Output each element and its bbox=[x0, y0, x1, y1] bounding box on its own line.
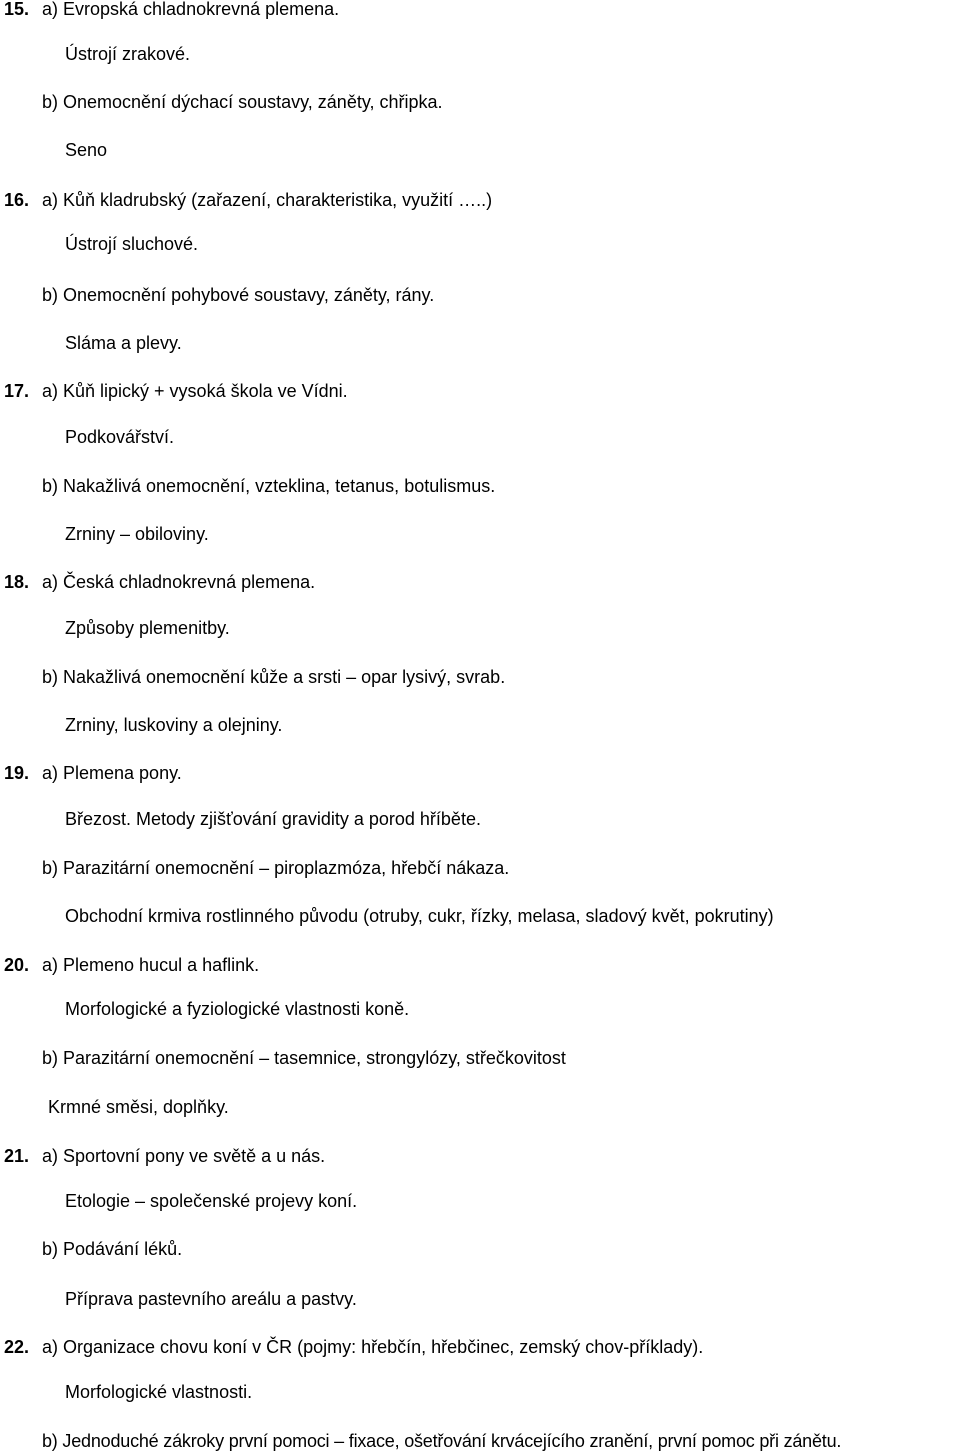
question-a-sub: Ústrojí sluchové. bbox=[65, 234, 199, 254]
question-a-label: a) Organizace chovu koní v ČR (pojmy: hřebčín, hřebčinec, zemský chov-příklady). bbox=[42, 1337, 704, 1357]
question-b-sub: Zrniny – obiloviny. bbox=[65, 524, 209, 544]
question-a-label: a) Kůň lipický + vysoká škola ve Vídni. bbox=[42, 381, 348, 401]
question-b-label: b) Podávání léků. bbox=[42, 1239, 183, 1259]
question-b-sub: Krmné směsi, doplňky. bbox=[48, 1097, 229, 1117]
question-a-sub: Etologie – společenské projevy koní. bbox=[65, 1191, 358, 1211]
question-b-sub: Sláma a plevy. bbox=[65, 333, 182, 353]
question-a-label: a) Plemeno hucul a haflink. bbox=[42, 955, 260, 975]
question-b-label: b) Jednoduché zákroky první pomoci – fixace, ošetřování krvácejícího zranění, první pomoc při zánětu. bbox=[42, 1431, 842, 1451]
question-number: 17. bbox=[4, 381, 30, 401]
question-b-sub: Zrniny, luskoviny a olejniny. bbox=[65, 715, 283, 735]
question-a-label: a) Evropská chladnokrevná plemena. bbox=[42, 0, 340, 19]
question-number: 16. bbox=[4, 190, 30, 210]
question-number: 15. bbox=[4, 0, 30, 19]
question-a-sub: Morfologické a fyziologické vlastnosti koně. bbox=[65, 999, 410, 1019]
question-a-sub: Podkovářství. bbox=[65, 427, 175, 447]
question-b-label: b) Onemocnění pohybové soustavy, záněty, rány. bbox=[42, 285, 435, 305]
question-number: 18. bbox=[4, 572, 30, 592]
question-b-sub: Seno bbox=[65, 140, 108, 160]
question-number: 22. bbox=[4, 1337, 30, 1357]
question-number: 20. bbox=[4, 955, 30, 975]
question-a-sub: Březost. Metody zjišťování gravidity a porod hříběte. bbox=[65, 809, 481, 829]
question-number: 19. bbox=[4, 763, 30, 783]
question-a-sub: Morfologické vlastnosti. bbox=[65, 1382, 253, 1402]
question-b-label: b) Nakažlivá onemocnění kůže a srsti – opar lysivý, svrab. bbox=[42, 667, 506, 687]
question-b-label: b) Onemocnění dýchací soustavy, záněty, chřipka. bbox=[42, 92, 443, 112]
question-b-label: b) Nakažlivá onemocnění, vzteklina, tetanus, botulismus. bbox=[42, 476, 496, 496]
question-b-label: b) Parazitární onemocnění – tasemnice, strongylózy, střečkovitost bbox=[42, 1048, 566, 1068]
question-a-sub: Ústrojí zrakové. bbox=[65, 44, 191, 64]
question-b-sub: Obchodní krmiva rostlinného původu (otruby, cukr, řízky, melasa, sladový květ, pokrutiny) bbox=[65, 906, 774, 926]
question-b-label: b) Parazitární onemocnění – piroplazmóza, hřebčí nákaza. bbox=[42, 858, 510, 878]
question-a-label: a) Plemena pony. bbox=[42, 763, 182, 783]
question-a-sub: Způsoby plemenitby. bbox=[65, 618, 230, 638]
question-a-label: a) Kůň kladrubský (zařazení, charakteristika, využití …..) bbox=[42, 190, 493, 210]
question-number: 21. bbox=[4, 1146, 30, 1166]
question-a-label: a) Česká chladnokrevná plemena. bbox=[42, 572, 316, 592]
question-a-label: a) Sportovní pony ve světě a u nás. bbox=[42, 1146, 326, 1166]
question-b-sub: Příprava pastevního areálu a pastvy. bbox=[65, 1289, 357, 1309]
